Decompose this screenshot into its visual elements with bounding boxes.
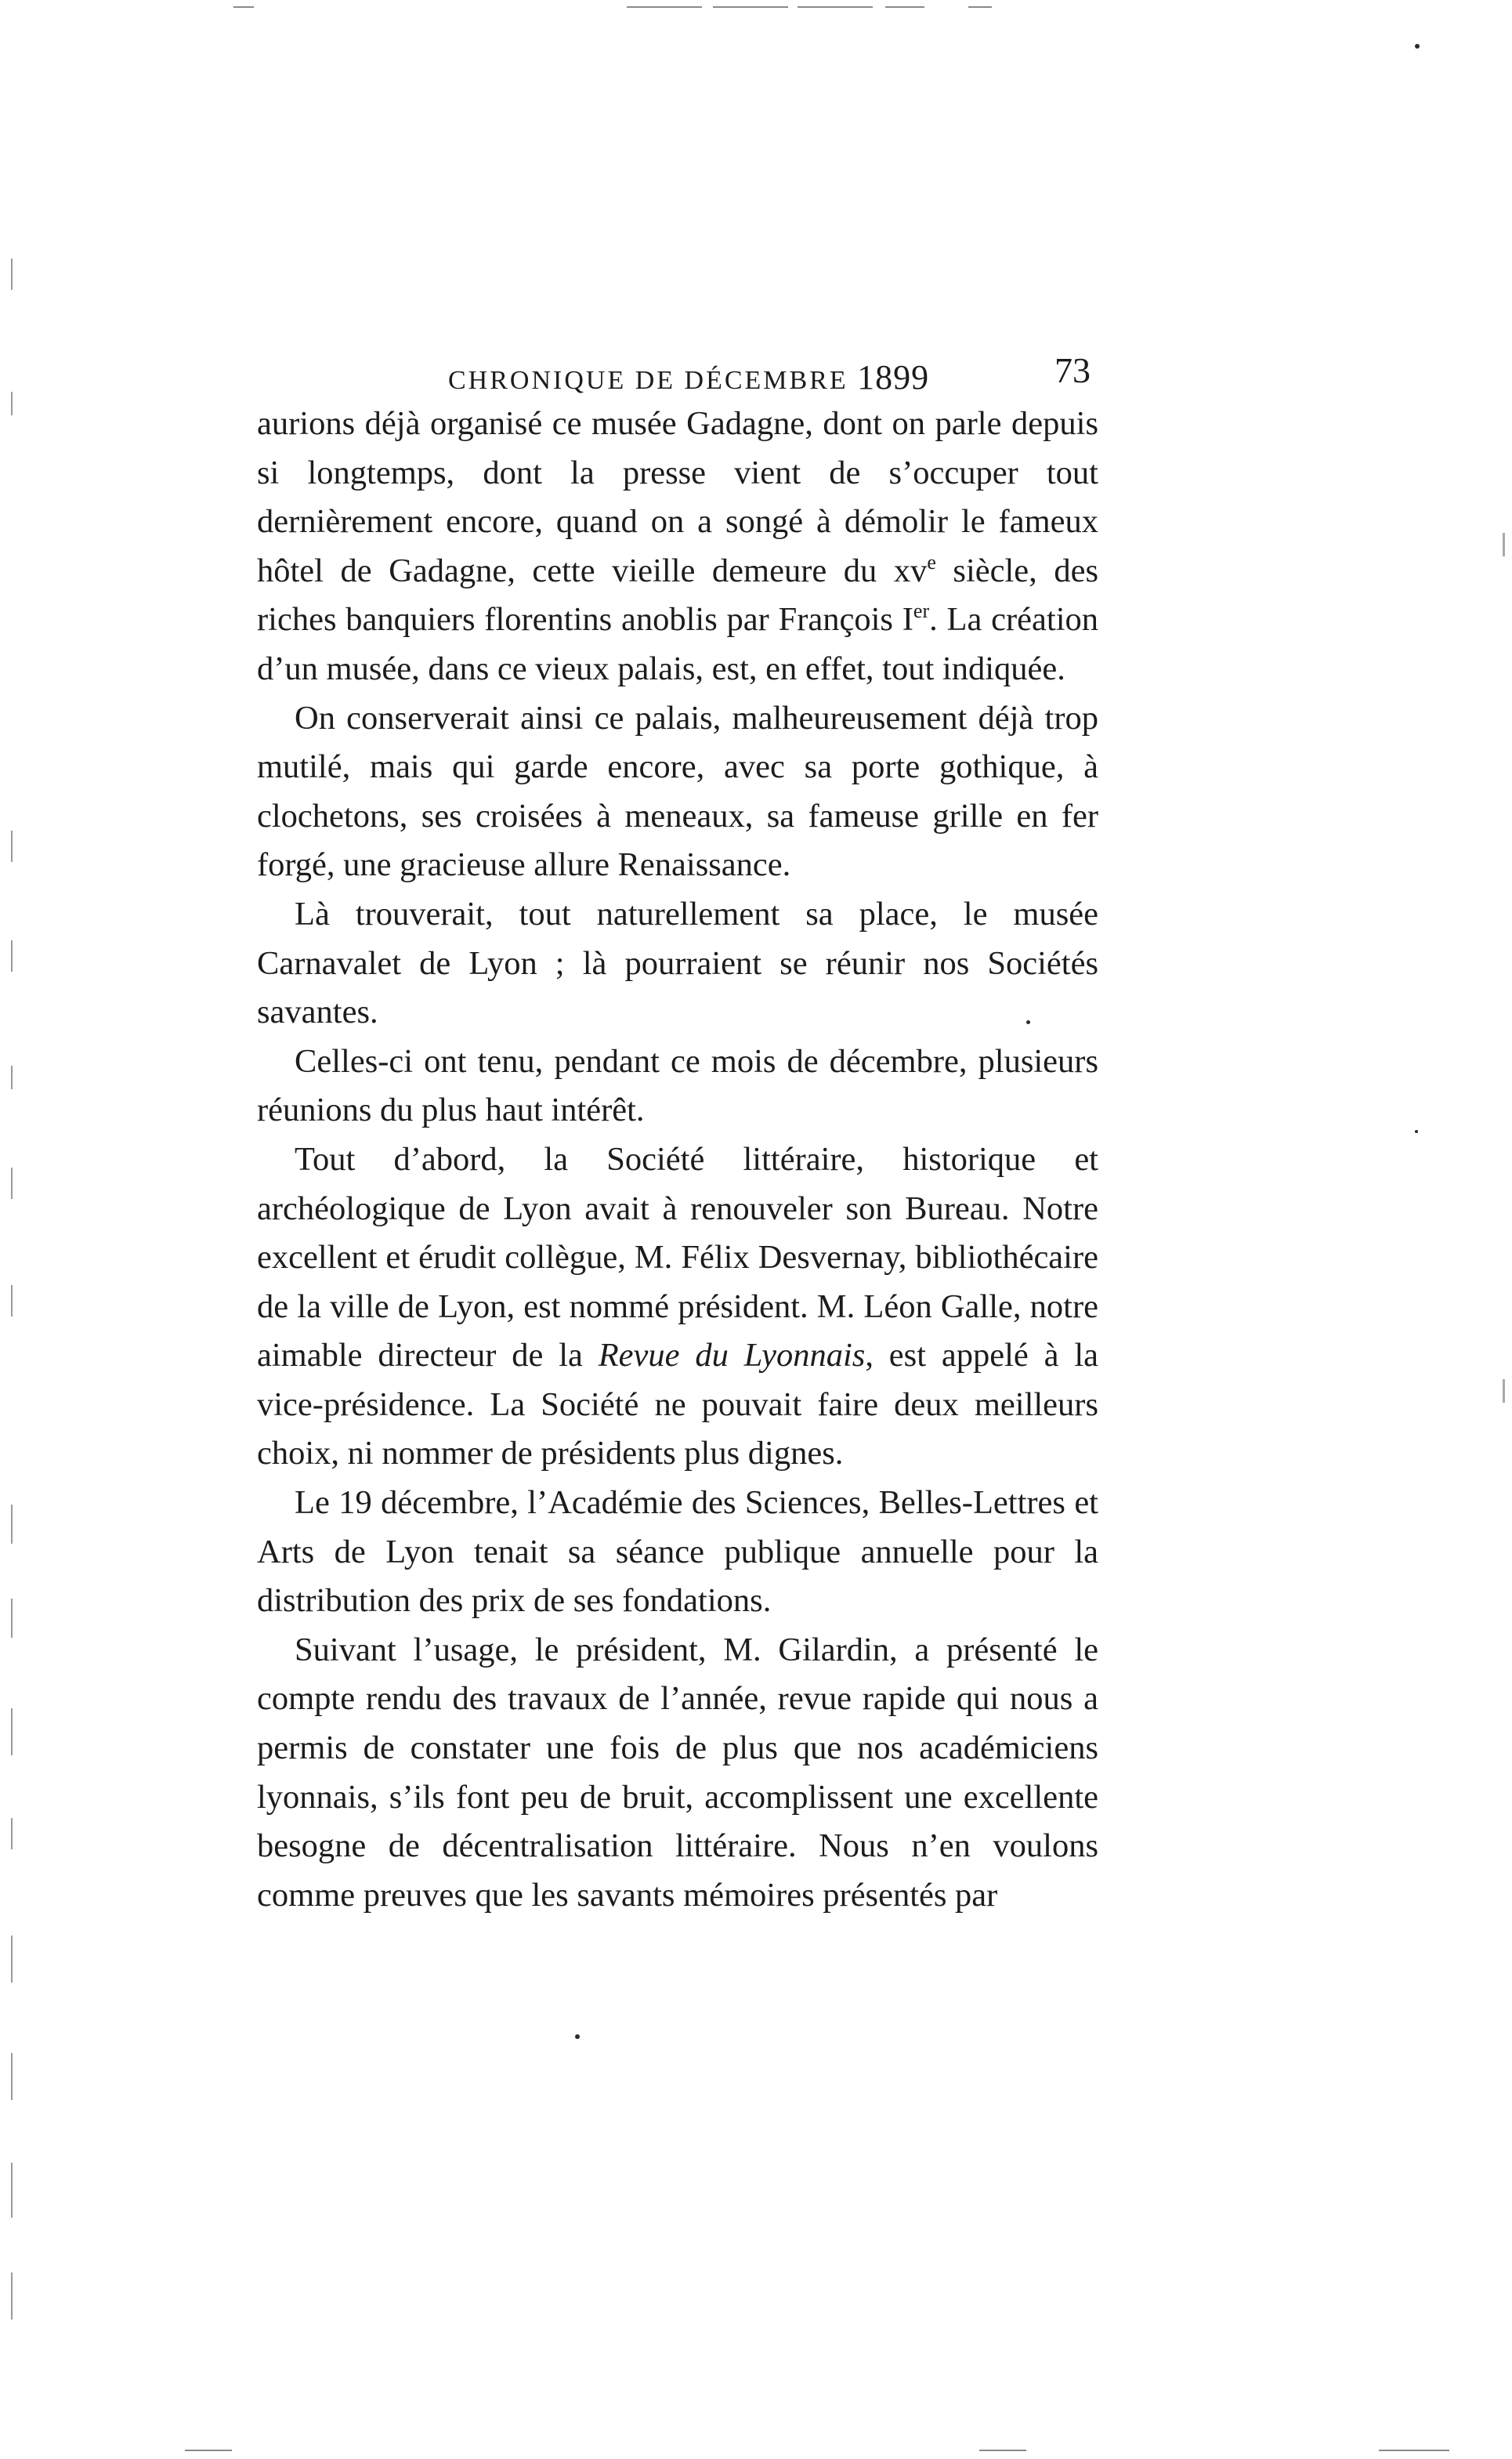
superscript: er	[913, 599, 930, 623]
text-run: siècle, des riches banquiers florentins anoblis par François I	[257, 552, 1098, 639]
page-number: 73	[1054, 350, 1091, 390]
italic-title: Revue du Lyonnais	[598, 1337, 866, 1374]
paragraph	[257, 1038, 1098, 1135]
running-header	[448, 349, 1091, 397]
scan-rule-top-6	[968, 6, 992, 8]
scan-rule-bottom-3	[1379, 2450, 1449, 2451]
running-title-year: 1899	[857, 358, 930, 397]
scan-speck	[1503, 533, 1505, 556]
scan-edge-mark	[11, 1599, 13, 1638]
scan-speck	[1415, 44, 1420, 49]
scan-edge-mark	[11, 1818, 13, 1849]
scan-edge-mark	[11, 1168, 13, 1199]
paragraph	[257, 890, 1098, 1038]
paragraph	[257, 694, 1098, 890]
text-run: Là trouverait, tout naturellement sa place, le musée Carnavalet de Lyon ; là pourraient se réunir nos Sociétés savantes.	[257, 895, 1098, 1031]
superscript: e	[927, 550, 936, 574]
text-run: Le 19 décembre, l’Académie des Sciences, Belles-Lettres et Arts de Lyon tenait sa séance publique annuelle pour la distribution des prix de ses fondations.	[257, 1484, 1098, 1620]
scan-edge-mark	[11, 2272, 13, 2320]
running-title	[448, 357, 929, 397]
scan-edge-mark	[11, 940, 13, 972]
text-run: aurions déjà organisé ce musée Gadagne, dont on parle depuis si longtemps, dont la presse vient de s’occuper tout dernièrement encore, quand on a songé à démolir le fameux hôtel de Gadagne, cette vieille demeure du xv	[257, 405, 1098, 589]
scan-speck	[575, 2034, 580, 2039]
paragraph	[257, 1479, 1098, 1626]
text-run: , est appelé à la vice-présidence. La Société ne pouvait faire deux meilleurs choix, ni nommer de présidents plus dignes.	[257, 1337, 1098, 1472]
text-run: On conserverait ainsi ce palais, malheureusement déjà trop mutilé, mais qui garde encore, avec sa porte gothique, à clochetons, ses croisées à meneaux, sa fameuse grille en fer forgé, une gracieuse allure Renaissance.	[257, 699, 1098, 884]
paragraph	[257, 1626, 1098, 1921]
text-run: Celles-ci ont tenu, pendant ce mois de décembre, plusieurs réunions du plus haut intérêt.	[257, 1042, 1098, 1129]
text-run: . La création d’un musée, dans ce vieux palais, est, en effet, tout indiquée.	[257, 601, 1099, 687]
scan-edge-mark	[11, 1066, 13, 1089]
scan-rule-top-3	[713, 6, 788, 8]
scan-edge-mark	[11, 1708, 13, 1755]
scan-rule-top-1	[233, 6, 254, 8]
scan-rule-top-5	[885, 6, 924, 8]
scan-edge-mark	[11, 259, 13, 290]
scan-edge-mark	[11, 1505, 13, 1544]
paragraph	[257, 400, 1098, 694]
scan-rule-top-2	[627, 6, 702, 8]
scan-edge-mark	[11, 1285, 13, 1316]
running-title-text: CHRONIQUE DE DÉCEMBRE	[448, 366, 848, 395]
scan-edge-mark	[11, 2163, 13, 2218]
text-run: Tout d’abord, la Société littéraire, historique et archéologique de Lyon avait à renouveler son Bureau. Notre excellent et érudit collègue, M. Félix Desvernay, bibliothécaire de la ville de Lyon, est nommé président. M. Léon Galle, notre aimable directeur de la	[257, 1140, 1098, 1374]
scan-speck	[1415, 1130, 1418, 1133]
scan-edge-mark	[11, 2053, 13, 2100]
scan-speck	[1503, 1379, 1505, 1403]
scan-rule-bottom-1	[185, 2450, 232, 2451]
scan-edge-mark	[11, 392, 13, 415]
paragraph	[257, 1135, 1098, 1479]
scan-rule-top-4	[798, 6, 873, 8]
body-text	[257, 400, 1098, 1920]
text-run: Suivant l’usage, le président, M. Gilardin, a présenté le compte rendu des travaux de l’année, revue rapide qui nous a permis de constater une fois de plus que nos académiciens lyonnais, s’ils font peu de bruit, accomplissent une excellente besogne de décentralisation littéraire. Nous n’en voulons comme preuves que les savants mémoires présentés par	[257, 1631, 1098, 1914]
scan-edge-mark	[11, 831, 13, 862]
scan-edge-mark	[11, 1936, 13, 1983]
scan-rule-bottom-2	[979, 2450, 1026, 2451]
